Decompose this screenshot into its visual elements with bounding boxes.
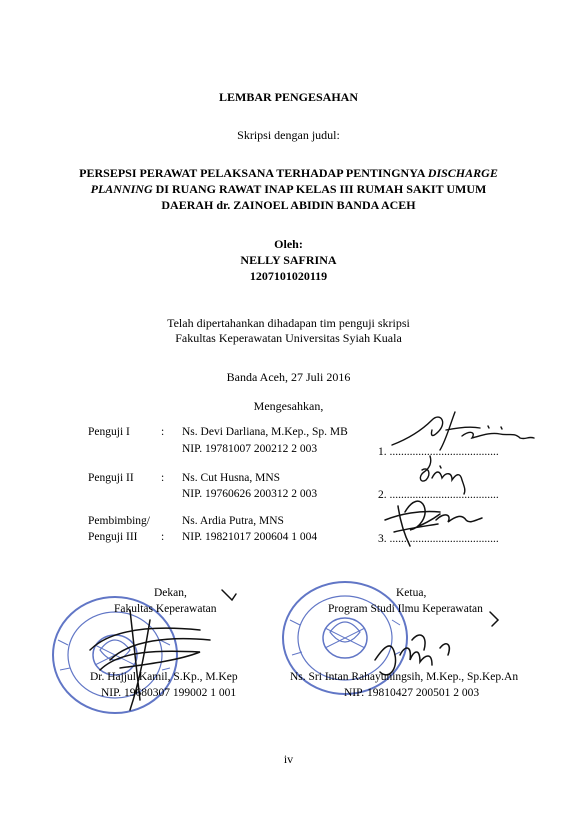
signature-examiner-1: [392, 412, 534, 450]
examiner-3-nip: NIP. 19821017 200604 1 004: [182, 531, 318, 543]
signature-head: [375, 612, 498, 675]
examiner-2-sign-line: 2. ......................................: [378, 489, 499, 501]
place-date: Banda Aceh, 27 Juli 2016: [226, 370, 351, 384]
examiner-3-sign-line: 3. ......................................: [378, 533, 499, 545]
head-unit: Program Studi Ilmu Keperawatan: [328, 603, 483, 615]
examiner-1-sign-line: 1. ......................................: [378, 446, 499, 458]
examiner-1-role: Penguji I: [88, 426, 130, 438]
title-line-1-italic: DISCHARGE: [427, 166, 498, 180]
head-nip: NIP. 19810427 200501 2 003: [344, 687, 480, 699]
examiner-2-nip: NIP. 19760626 200312 2 003: [182, 488, 318, 500]
thesis-title-line-3: DAERAH dr. ZAINOEL ABIDIN BANDA ACEH: [161, 198, 416, 212]
page-subheading: Skripsi dengan judul:: [237, 128, 340, 142]
examiner-3-role: Pembimbing/: [88, 515, 150, 527]
signature-examiner-2: [420, 456, 464, 494]
examiner-3-colon: :: [161, 531, 165, 543]
author-by-label: Oleh:: [274, 237, 303, 251]
dean-title: Dekan,: [154, 587, 187, 599]
examiner-1-name: Ns. Devi Darliana, M.Kep., Sp. MB: [182, 426, 348, 438]
examiner-2-colon: :: [161, 472, 165, 484]
examiner-1-nip: NIP. 19781007 200212 2 003: [182, 443, 318, 455]
defense-line-1: Telah dipertahankan dihadapan tim penguji skripsi: [167, 316, 410, 330]
author-nim: 1207101020119: [249, 269, 328, 283]
author-name: NELLY SAFRINA: [240, 253, 337, 267]
dean-name: Dr. Hajjul Kamil, S.Kp., M.Kep: [90, 671, 238, 683]
title-line-2-italic: PLANNING: [90, 182, 153, 196]
dean-nip: NIP. 19680307 199002 1 001: [101, 687, 237, 699]
page-heading: LEMBAR PENGESAHAN: [218, 90, 358, 104]
title-line-2-text: DI RUANG RAWAT INAP KELAS III RUMAH SAKIT UMUM: [152, 182, 487, 196]
examiner-2-role: Penguji II: [88, 472, 134, 484]
examiner-3-name: Ns. Ardia Putra, MNS: [182, 515, 284, 527]
title-line-1-text: PERSEPSI PERAWAT PELAKSANA TERHADAP PENTINGNYA: [79, 166, 428, 180]
approved-label: Mengesahkan,: [253, 399, 324, 413]
head-name: Ns. Sri Intan Rahayuningsih, M.Kep., Sp.Kep.An: [290, 671, 519, 683]
examiner-3-role-2: Penguji III: [88, 531, 138, 543]
page-number: iv: [283, 752, 294, 766]
dean-unit: Fakultas Keperawatan: [114, 603, 217, 615]
examiner-1-colon: :: [161, 426, 165, 438]
examiner-2-name: Ns. Cut Husna, MNS: [182, 472, 281, 484]
signature-examiner-3: [385, 501, 482, 546]
head-title: Ketua,: [396, 587, 427, 599]
defense-line-2: Fakultas Keperawatan Universitas Syiah Kuala: [175, 331, 402, 345]
